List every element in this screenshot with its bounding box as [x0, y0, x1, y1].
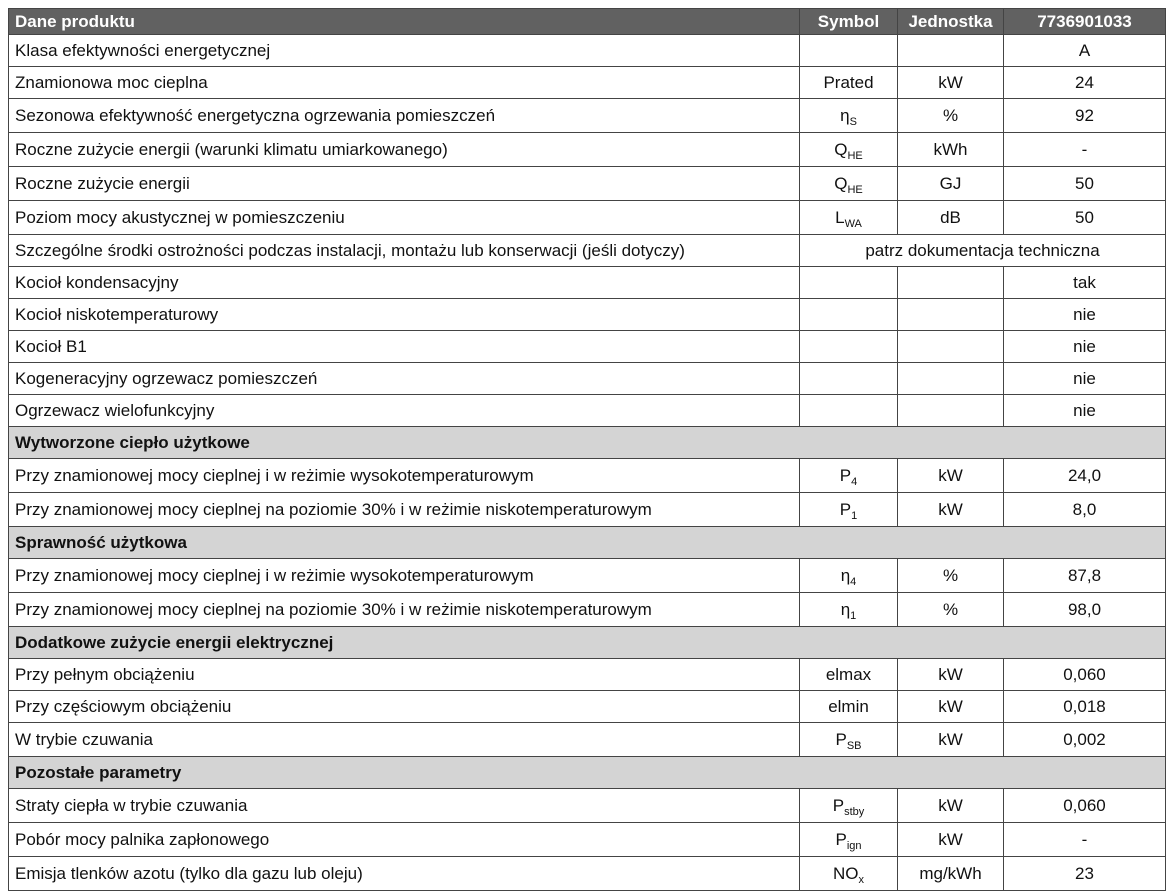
row-value: 98,0 — [1004, 593, 1166, 627]
row-value: nie — [1004, 363, 1166, 395]
symbol-subscript: 1 — [850, 609, 857, 622]
row-unit: kW — [898, 493, 1004, 527]
row-symbol — [800, 723, 898, 757]
symbol-main: elmin — [828, 696, 869, 716]
row-label: W trybie czuwania — [9, 723, 800, 757]
row-label: Przy znamionowej mocy cieplnej i w reżimie wysokotemperaturowym — [9, 459, 800, 493]
row-unit: kW — [898, 723, 1004, 757]
row-label: Emisja tlenków azotu (tylko dla gazu lub oleju) — [9, 857, 800, 891]
row-unit — [898, 331, 1004, 363]
section-row — [9, 527, 1166, 559]
row-label: Przy znamionowej mocy cieplnej na poziomie 30% i w reżimie niskotemperaturowym — [9, 593, 800, 627]
symbol-main: elmax — [825, 664, 872, 684]
table-row — [9, 201, 1166, 235]
row-label: Pobór mocy palnika zapłonowego — [9, 823, 800, 857]
row-symbol — [800, 167, 898, 201]
row-label: Straty ciepła w trybie czuwania — [9, 789, 800, 823]
symbol-subscript: WA — [844, 217, 862, 230]
row-value: 0,002 — [1004, 723, 1166, 757]
table-row — [9, 493, 1166, 527]
symbol-subscript: HE — [847, 149, 863, 162]
row-label: Znamionowa moc cieplna — [9, 67, 800, 99]
section-title: Wytworzone ciepło użytkowe — [9, 427, 1166, 459]
symbol-main: P — [839, 499, 852, 519]
symbol-subscript: HE — [847, 183, 863, 196]
table-row — [9, 789, 1166, 823]
row-label: Szczególne środki ostrożności podczas instalacji, montażu lub konserwacji (jeśli dotyczy) — [9, 235, 800, 267]
row-value: nie — [1004, 395, 1166, 427]
row-symbol — [800, 823, 898, 857]
symbol-main: η — [840, 105, 850, 125]
row-label: Poziom mocy akustycznej w pomieszczeniu — [9, 201, 800, 235]
symbol-subscript: stby — [844, 805, 865, 818]
row-label: Klasa efektywności energetycznej — [9, 35, 800, 67]
row-label: Kocioł kondensacyjny — [9, 267, 800, 299]
row-value: 24 — [1004, 67, 1166, 99]
row-value: 0,060 — [1004, 789, 1166, 823]
row-value: 92 — [1004, 99, 1166, 133]
row-value: - — [1004, 133, 1166, 167]
row-value: 24,0 — [1004, 459, 1166, 493]
row-label: Kocioł niskotemperaturowy — [9, 299, 800, 331]
section-row — [9, 627, 1166, 659]
symbol-main: η — [840, 599, 851, 619]
row-symbol — [800, 267, 898, 299]
row-symbol — [800, 201, 898, 235]
table-row — [9, 267, 1166, 299]
table-row — [9, 35, 1166, 67]
row-value: patrz dokumentacja techniczna — [800, 235, 1166, 267]
section-row — [9, 757, 1166, 789]
row-unit: kW — [898, 67, 1004, 99]
row-unit: kW — [898, 459, 1004, 493]
row-symbol — [800, 659, 898, 691]
row-symbol — [800, 789, 898, 823]
row-label: Kocioł B1 — [9, 331, 800, 363]
row-unit — [898, 299, 1004, 331]
symbol-main: NO — [833, 863, 859, 883]
table-row — [9, 823, 1166, 857]
table-row — [9, 857, 1166, 891]
symbol-subscript: 4 — [851, 475, 858, 488]
row-unit: kW — [898, 823, 1004, 857]
header-value: 7736901033 — [1004, 9, 1166, 35]
row-unit — [898, 363, 1004, 395]
row-value: 0,060 — [1004, 659, 1166, 691]
row-unit: kW — [898, 659, 1004, 691]
table-row — [9, 299, 1166, 331]
row-value: 87,8 — [1004, 559, 1166, 593]
row-unit — [898, 35, 1004, 67]
table-row — [9, 723, 1166, 757]
symbol-subscript: 1 — [851, 509, 858, 522]
row-label: Kogeneracyjny ogrzewacz pomieszczeń — [9, 363, 800, 395]
product-data-table — [8, 8, 1166, 891]
row-label: Przy znamionowej mocy cieplnej i w reżimie wysokotemperaturowym — [9, 559, 800, 593]
row-symbol — [800, 857, 898, 891]
row-unit — [898, 267, 1004, 299]
table-row — [9, 395, 1166, 427]
row-label: Przy częściowym obciążeniu — [9, 691, 800, 723]
table-row — [9, 331, 1166, 363]
table-row — [9, 363, 1166, 395]
row-value: 23 — [1004, 857, 1166, 891]
row-label: Przy pełnym obciążeniu — [9, 659, 800, 691]
table-row — [9, 659, 1166, 691]
row-value: 50 — [1004, 201, 1166, 235]
row-symbol — [800, 299, 898, 331]
row-label: Przy znamionowej mocy cieplnej na poziomie 30% i w reżimie niskotemperaturowym — [9, 493, 800, 527]
row-symbol — [800, 67, 898, 99]
row-value: 8,0 — [1004, 493, 1166, 527]
table-row — [9, 133, 1166, 167]
symbol-main: Q — [834, 173, 848, 193]
symbol-subscript: x — [858, 873, 864, 886]
row-symbol — [800, 559, 898, 593]
symbol-subscript: 4 — [850, 575, 857, 588]
row-symbol — [800, 99, 898, 133]
section-title: Pozostałe parametry — [9, 757, 1166, 789]
row-unit — [898, 395, 1004, 427]
row-label: Roczne zużycie energii (warunki klimatu umiarkowanego) — [9, 133, 800, 167]
header-symbol: Symbol — [800, 9, 898, 35]
table-row — [9, 167, 1166, 201]
section-row — [9, 427, 1166, 459]
table-row — [9, 459, 1166, 493]
header-name: Dane produktu — [9, 9, 800, 35]
symbol-main: P — [832, 795, 845, 815]
row-value: tak — [1004, 267, 1166, 299]
table-body — [9, 35, 1166, 891]
row-symbol — [800, 133, 898, 167]
symbol-main: η — [840, 565, 851, 585]
row-symbol — [800, 395, 898, 427]
row-unit: GJ — [898, 167, 1004, 201]
row-symbol — [800, 363, 898, 395]
symbol-main: P — [835, 729, 847, 749]
symbol-main: Q — [834, 139, 848, 159]
row-value: nie — [1004, 299, 1166, 331]
row-symbol — [800, 493, 898, 527]
row-unit: % — [898, 559, 1004, 593]
row-value: - — [1004, 823, 1166, 857]
row-value: A — [1004, 35, 1166, 67]
row-symbol — [800, 593, 898, 627]
row-symbol — [800, 35, 898, 67]
row-label: Sezonowa efektywność energetyczna ogrzewania pomieszczeń — [9, 99, 800, 133]
symbol-subscript: SB — [846, 739, 862, 752]
row-unit: mg/kWh — [898, 857, 1004, 891]
table-row — [9, 593, 1166, 627]
section-title: Dodatkowe zużycie energii elektrycznej — [9, 627, 1166, 659]
symbol-subscript: S — [849, 115, 857, 128]
row-unit: kWh — [898, 133, 1004, 167]
section-title: Sprawność użytkowa — [9, 527, 1166, 559]
row-label: Ogrzewacz wielofunkcyjny — [9, 395, 800, 427]
row-unit: kW — [898, 789, 1004, 823]
row-symbol — [800, 331, 898, 363]
row-unit: kW — [898, 691, 1004, 723]
header-row — [9, 9, 1166, 35]
table-row — [9, 235, 1166, 267]
table-row — [9, 559, 1166, 593]
symbol-main: P — [839, 465, 852, 485]
row-symbol — [800, 459, 898, 493]
row-unit: % — [898, 593, 1004, 627]
symbol-main: Prated — [823, 72, 874, 92]
table-row — [9, 99, 1166, 133]
header-unit: Jednostka — [898, 9, 1004, 35]
row-value: nie — [1004, 331, 1166, 363]
row-value: 0,018 — [1004, 691, 1166, 723]
row-value: 50 — [1004, 167, 1166, 201]
row-symbol — [800, 691, 898, 723]
symbol-main: P — [835, 829, 847, 849]
row-unit: dB — [898, 201, 1004, 235]
table-row — [9, 67, 1166, 99]
symbol-main: L — [835, 207, 845, 227]
row-unit: % — [898, 99, 1004, 133]
row-label: Roczne zużycie energii — [9, 167, 800, 201]
symbol-subscript: ign — [846, 839, 862, 852]
table-row — [9, 691, 1166, 723]
